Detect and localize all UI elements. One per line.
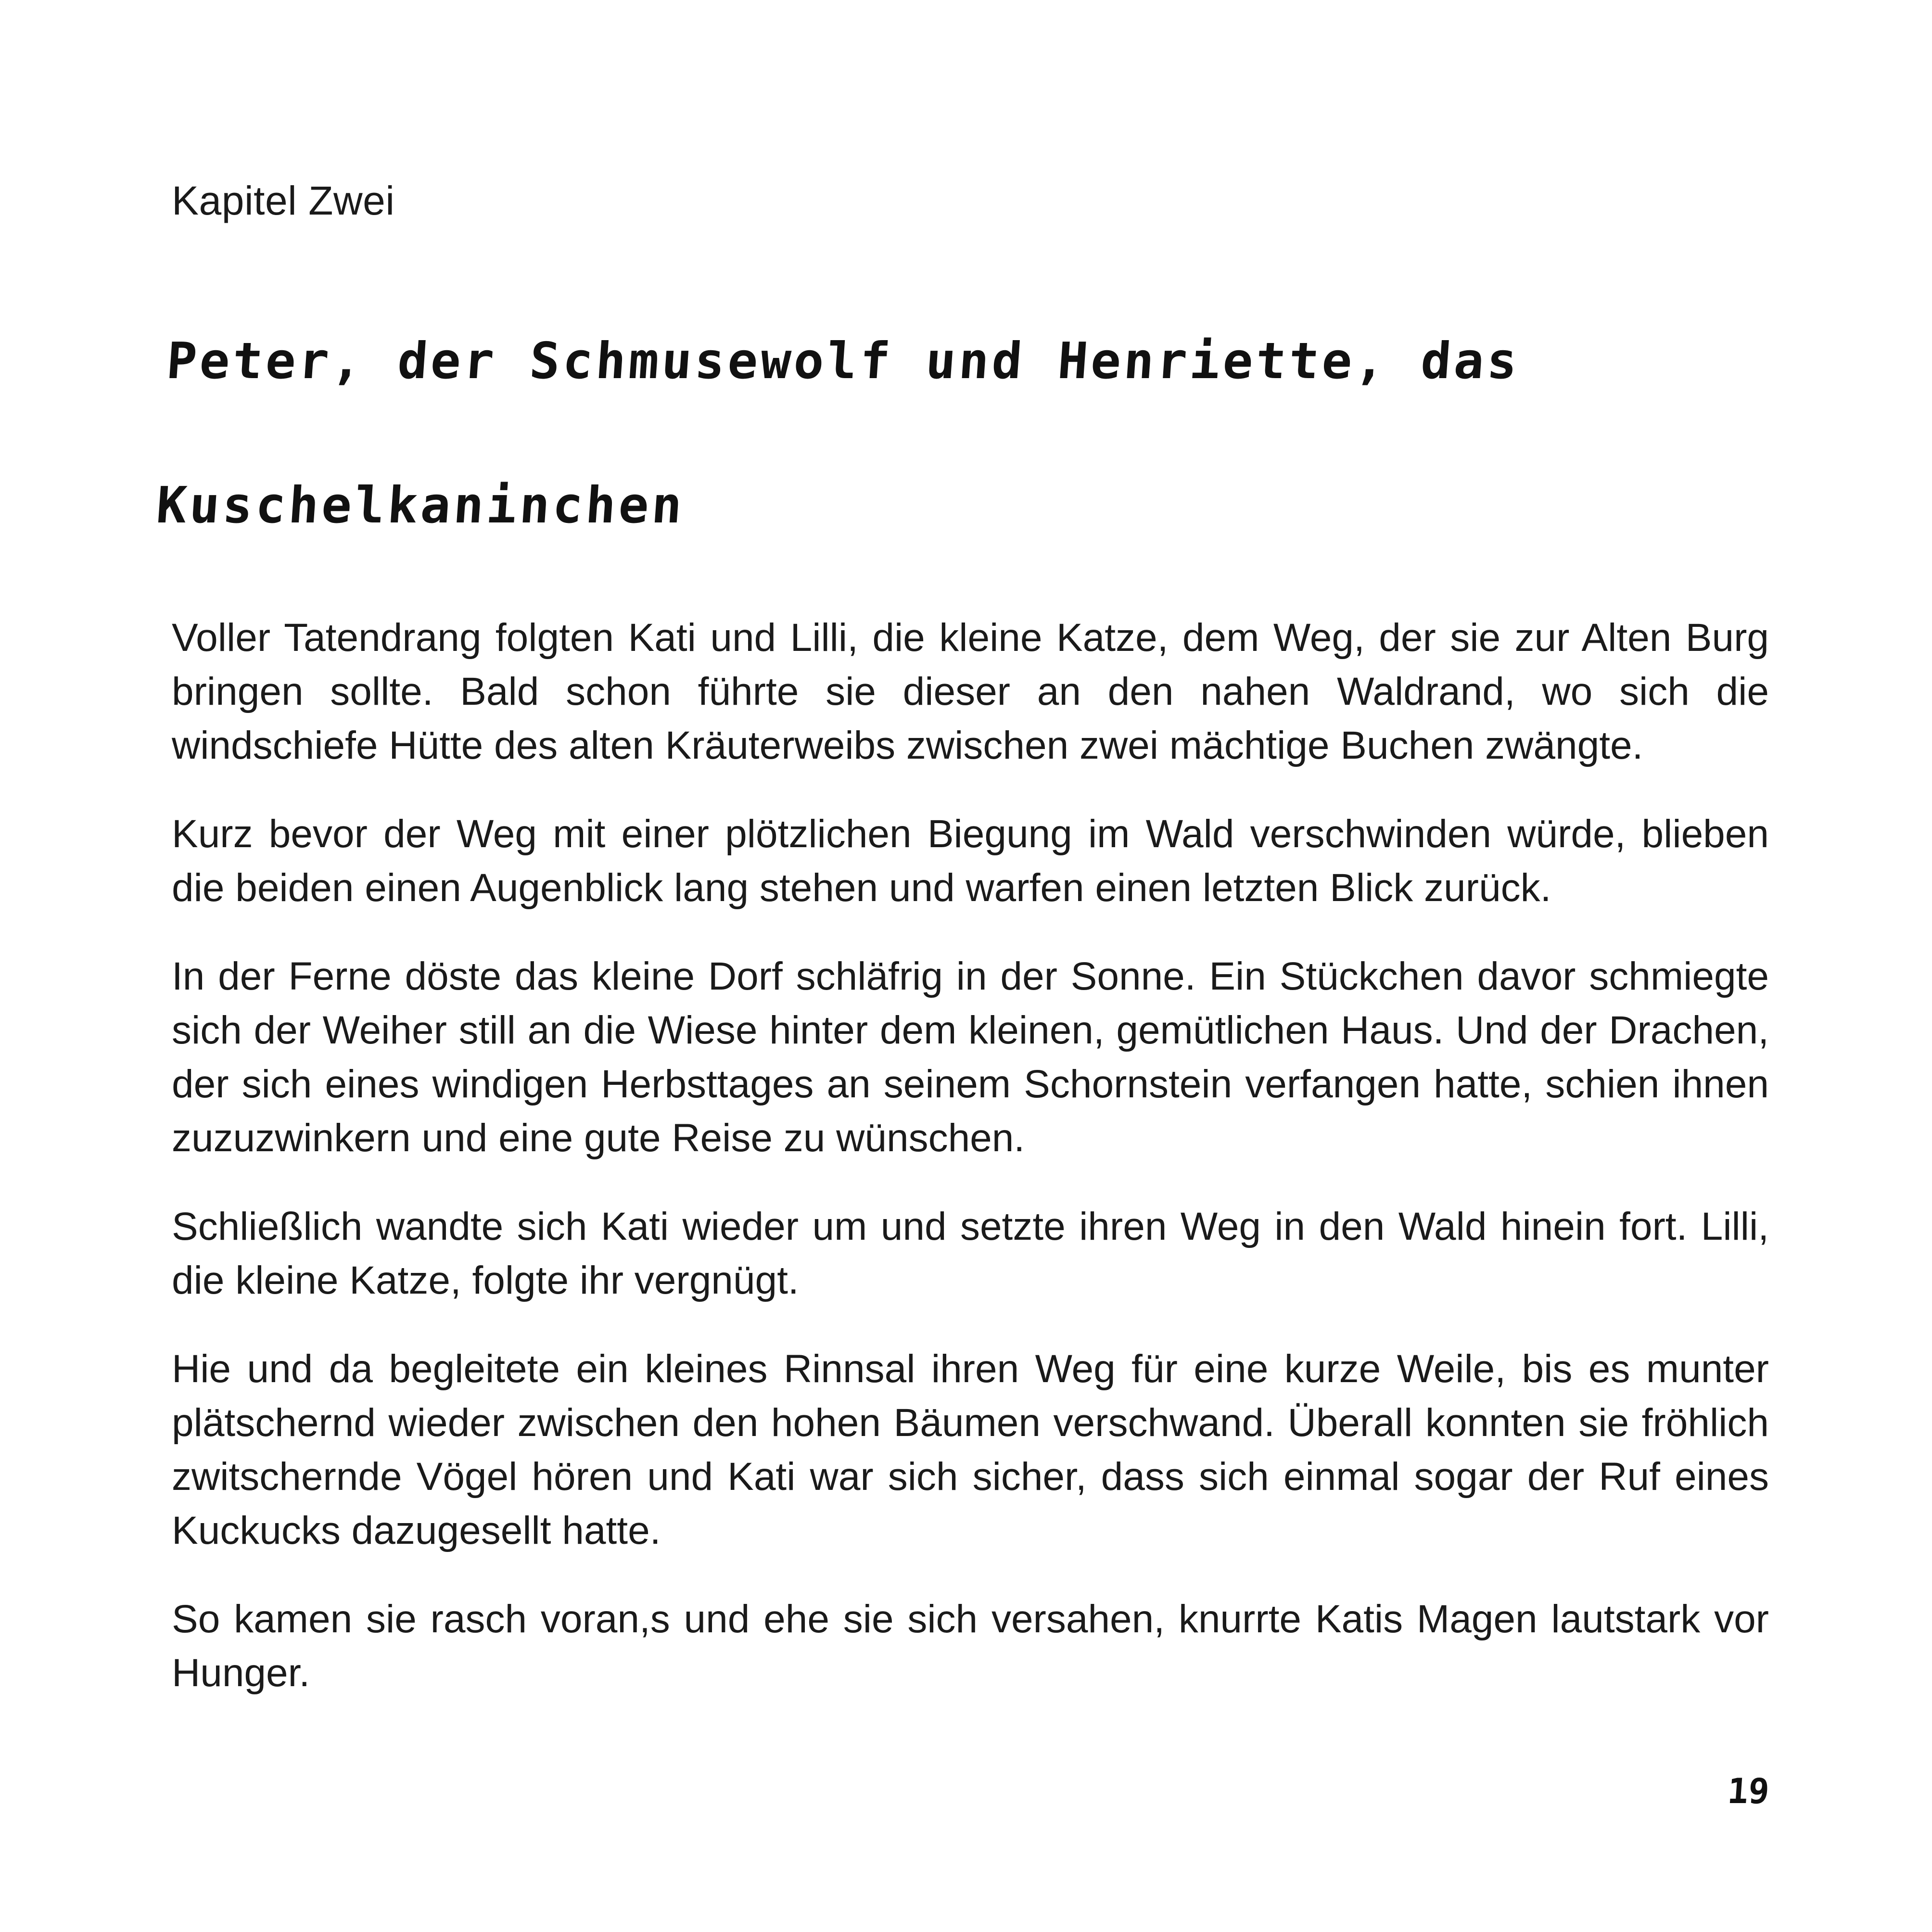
chapter-title-line-2: Kuschelkaninchen: [154, 476, 687, 534]
page-number: 19: [1726, 1771, 1771, 1811]
body-text: [172, 611, 1769, 1735]
paragraph-2: Kurz bevor der Weg mit einer plötzlichen Biegung im Wald verschwinden würde, blieben die beiden einen Augenblick lang stehen und warfen einen letzten Blick zurück.: [172, 812, 1769, 910]
chapter-label: Kapitel Zwei: [172, 178, 395, 223]
paragraph-4: Schließlich wandte sich Kati wieder um und setzte ihren Weg in den Wald hinein fort. Lilli, die kleine Katze, folgte ihr vergnügt.: [172, 1205, 1769, 1302]
chapter-title-line-1: Peter, der Schmusewolf und Henriette, das: [165, 331, 1522, 390]
paragraph-3: In der Ferne döste das kleine Dorf schläfrig in der Sonne. Ein Stückchen davor schmiegte sich der Weiher still an die Wiese hinter dem kleinen, gemütlichen Haus. Und der Drachen, der sich eines windigen Herbsttages an seinem Schornstein verfangen hatte, schien ihnen zuzuzwinkern und eine gute Reise zu wünschen.: [172, 954, 1769, 1160]
paragraph-6: So kamen sie rasch voran,s und ehe sie sich versahen, knurrte Katis Magen lautstark vor Hunger.: [172, 1597, 1769, 1695]
paragraph-5: Hie und da begleitete ein kleines Rinnsal ihren Weg für eine kurze Weile, bis es munter plätschernd wieder zwischen den hohen Bäumen verschwand. Überall konnten sie fröhlich zwitschernde Vögel hören und Kati war sich sicher, dass sich einmal sogar der Ruf eines Kuckucks dazugesellt hatte.: [172, 1347, 1769, 1552]
chapter-title: [152, 289, 1769, 577]
paragraph-1: Voller Tatendrang folgten Kati und Lilli, die kleine Katze, dem Weg, der sie zur Alten Burg bringen sollte. Bald schon führte sie dieser an den nahen Waldrand, wo sich die windschiefe Hütte des alten Kräuterweibs zwischen zwei mächtige Buchen zwängte.: [172, 616, 1769, 767]
